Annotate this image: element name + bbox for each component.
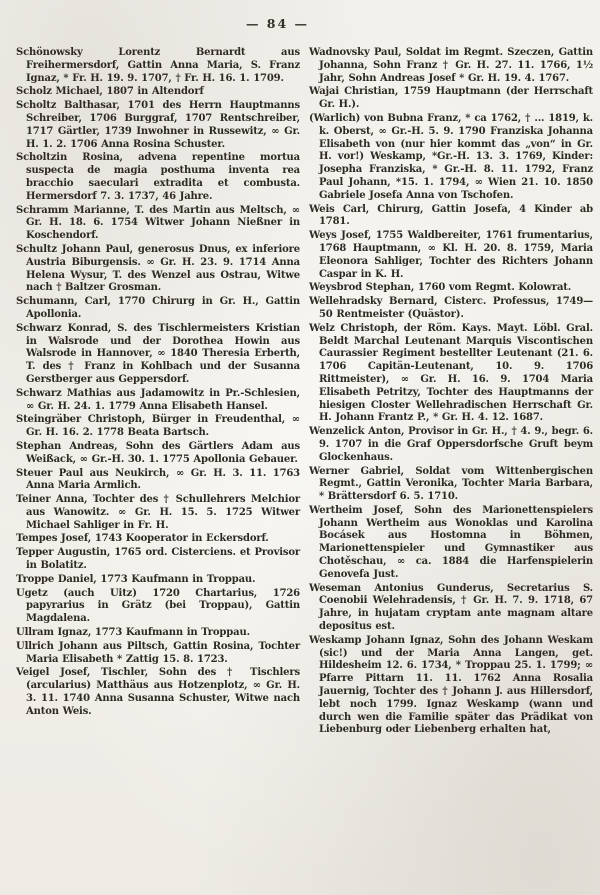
entry: Steuer Paul aus Neukirch, ∞ Gr. H. 3. 11. 1763 Anna Maria Armlich. <box>16 467 300 492</box>
entry: (Warlich) von Bubna Franz, * ca 1762, † ... 1819, k. k. Oberst, ∞ Gr.-H. 5. 9. 1790 Franziska Johanna Elisabeth von (nur hier kommt das „von“ in Gr. H. vor!) Weskamp, *Gr.-H. 13. 3. 1769, Kinder: Josepha Franziska, * Gr.-H. 8. 11. 1792, Franz Paul Johann, *15. 1. 1794, ∞ Wien 21. 10. 1850 Gabriele Josefa Anna von Tschofen. <box>309 112 593 201</box>
text-columns <box>16 47 592 738</box>
entry: Schramm Marianne, T. des Martin aus Meltsch, ∞ Gr. H. 18. 6. 1754 Witwer Johann Nießner in Koschendorf. <box>16 204 300 242</box>
entry: Schumann, Carl, 1770 Chirurg in Gr. H., Gattin Apollonia. <box>16 296 300 320</box>
entry: Schwarz Mathias aus Jadamowitz in Pr.-Schlesien, ∞ Gr. H. 24. 1. 1779 Anna Elisabeth Hansel. <box>16 387 300 412</box>
entry: Wenzelick Anton, Provisor in Gr. H., † 4. 9., begr. 6. 9. 1707 in die Graf Oppersdorfsche Gruft beym Glockenhaus. <box>309 426 593 463</box>
entry: Wellehradsky Bernard, Cisterc. Professus, 1749—50 Rentmeister (Quästor). <box>309 296 593 320</box>
left-column <box>16 47 300 738</box>
entry: Wajai Christian, 1759 Hauptmann (der Herrschaft Gr. H.). <box>309 86 593 111</box>
entry: Tepper Augustin, 1765 ord. Cisterciens. et Provisor in Bolatitz. <box>16 547 300 572</box>
entry: Ugetz (auch Uitz) 1720 Chartarius, 1726 papyrarius in Grätz (bei Troppau), Gattin Magdalena. <box>16 587 300 625</box>
entry: Troppe Daniel, 1773 Kaufmann in Troppau. <box>16 573 256 585</box>
entry: Stephan Andreas, Sohn des Gärtlers Adam aus Weißack, ∞ Gr.-H. 30. 1. 1775 Apollonia Gebauer. <box>16 440 300 465</box>
entry: Weysbrod Stephan, 1760 vom Regmt. Kolowrat. <box>309 282 572 294</box>
entry: Schönowsky Lorentz Bernardt aus Freihermersdorf, Gattin Anna Maria, S. Franz Ignaz, * Fr. H. 19. 9. 1707, † Fr. H. 16. 1. 1709. <box>16 47 300 84</box>
entry: Ullram Ignaz, 1773 Kaufmann in Troppau. <box>16 627 250 639</box>
right-column <box>309 47 593 738</box>
entry: Schwarz Konrad, S. des Tischlermeisters Kristian in Walsrode und der Dorothea Howin aus Walsrode in Hannover, ∞ 1840 Theresia Erberth, T. des † Franz in Kohlbach und der Susanna Gerstberger aus Geppersdorf. <box>16 322 300 385</box>
entry: Werner Gabriel, Soldat vom Wittenbergischen Regmt., Gattin Veronika, Tochter Maria Barbara, * Brättersdorf 6. 5. 1710. <box>309 465 593 503</box>
entry: Weis Carl, Chirurg, Gattin Josefa, 4 Kinder ab 1781. <box>309 203 593 228</box>
entry: Ullrich Johann aus Piltsch, Gattin Rosina, Tochter Maria Elisabeth * Zattig 15. 8. 1723. <box>16 640 300 665</box>
entry: Scholtz Balthasar, 1701 des Herrn Hauptmanns Schreiber, 1706 Burggraf, 1707 Rentschreiber, 1717 Gärtler, 1739 Inwohner in Russewitz, ∞ Gr. H. 1. 2. 1706 Anna Rosina Schuster. <box>16 100 300 150</box>
page-number: — 84 — <box>245 16 310 31</box>
entry: Welz Christoph, der Röm. Kays. Mayt. Löbl. Gral. Beldt Marchal Leutenant Marquis Viscontischen Caurassier Regiment bestellter Leutenant (21. 6. 1706 Capitän-Leutenant, 10. 9. 1706 Rittmeister), ∞ Gr. H. 16. 9. 1704 Maria Elisabeth Petritzy, Tochter des Hauptmanns der hiesigen Closter Wellehradischen Herrschaft Gr. H. Johann Frantz P., * Gr. H. 4. 12. 1687. <box>309 322 593 424</box>
entry: Teiner Anna, Tochter des † Schullehrers Melchior aus Wanowitz. ∞ Gr. H. 15. 5. 1725 Witwer Michael Sahliger in Fr. H. <box>16 494 300 531</box>
entry: Weskamp Johann Ignaz, Sohn des Johann Weskam (sic!) und der Maria Anna Langen, get. Hildesheim 12. 6. 1734, * Troppau 25. 1. 1799; ∞ Pfarre Pittarn 11. 11. 1762 Anna Rosalia Jauernig, Tochter des † Johann J. aus Hillersdorf, lebt noch 1799. Ignaz Weskamp (wann und durch wen die Familie später das Prädikat von Liebenburg oder Liebenberg erhalten hat, <box>309 634 593 736</box>
entry: Wadnovsky Paul, Soldat im Regmt. Szeczen, Gattin Johanna, Sohn Franz † Gr. H. 27. 11. 1766, 1½ Jahr, Sohn Andreas Josef * Gr. H. 19. 4. 1767. <box>309 47 593 84</box>
entry: Scholtzin Rosina, advena repentine mortua suspecta de magia posthuma inventa rea bracchio saeculari extradita et combusta. Hermersdorf 7. 3. 1737, 46 Jahre. <box>16 152 300 202</box>
entry: Scholz Michael, 1807 in Altendorf <box>16 86 204 98</box>
entry: Schultz Johann Paul, generosus Dnus, ex inferiore Austria Biburgensis. ∞ Gr. H. 23. 9. 1714 Anna Helena Wysur, T. des Wenzel aus Ostrau, Witwe nach † Baltzer Grosman. <box>16 243 300 294</box>
entry: Tempes Josef, 1743 Kooperator in Eckersdorf. <box>16 533 269 545</box>
entry: Wertheim Josef, Sohn des Marionettenspielers Johann Wertheim aus Wonoklas und Karolina Bocásek aus Hostomna in Böhmen, Marionettenspieler und Gymnastiker aus Chotěschau, ∞ ca. 1884 die Harfenspielerin Genovefa Just. <box>309 504 593 580</box>
entry: Weseman Antonius Gunderus, Secretarius S. Coenobii Welehradensis, † Gr. H. 7. 9. 1718, 67 Jahre, in hujatam cryptam ante magnam altare depositus est. <box>309 582 593 633</box>
entry: Weys Josef, 1755 Waldbereiter, 1761 frumentarius, 1768 Hauptmann, ∞ Kl. H. 20. 8. 1759, Maria Eleonora Sahliger, Tochter des Richters Johann Caspar in K. H. <box>309 230 593 280</box>
entry: Veigel Josef, Tischler, Sohn des † Tischlers (arcularius) Matthäus aus Hotzenplotz, ∞ Gr. H. 3. 11. 1740 Anna Susanna Schuster, Witwe nach Anton Weis. <box>16 667 300 717</box>
entry: Steingräber Christoph, Bürger in Freudenthal, ∞ Gr. H. 16. 2. 1778 Beata Bartsch. <box>16 414 300 439</box>
